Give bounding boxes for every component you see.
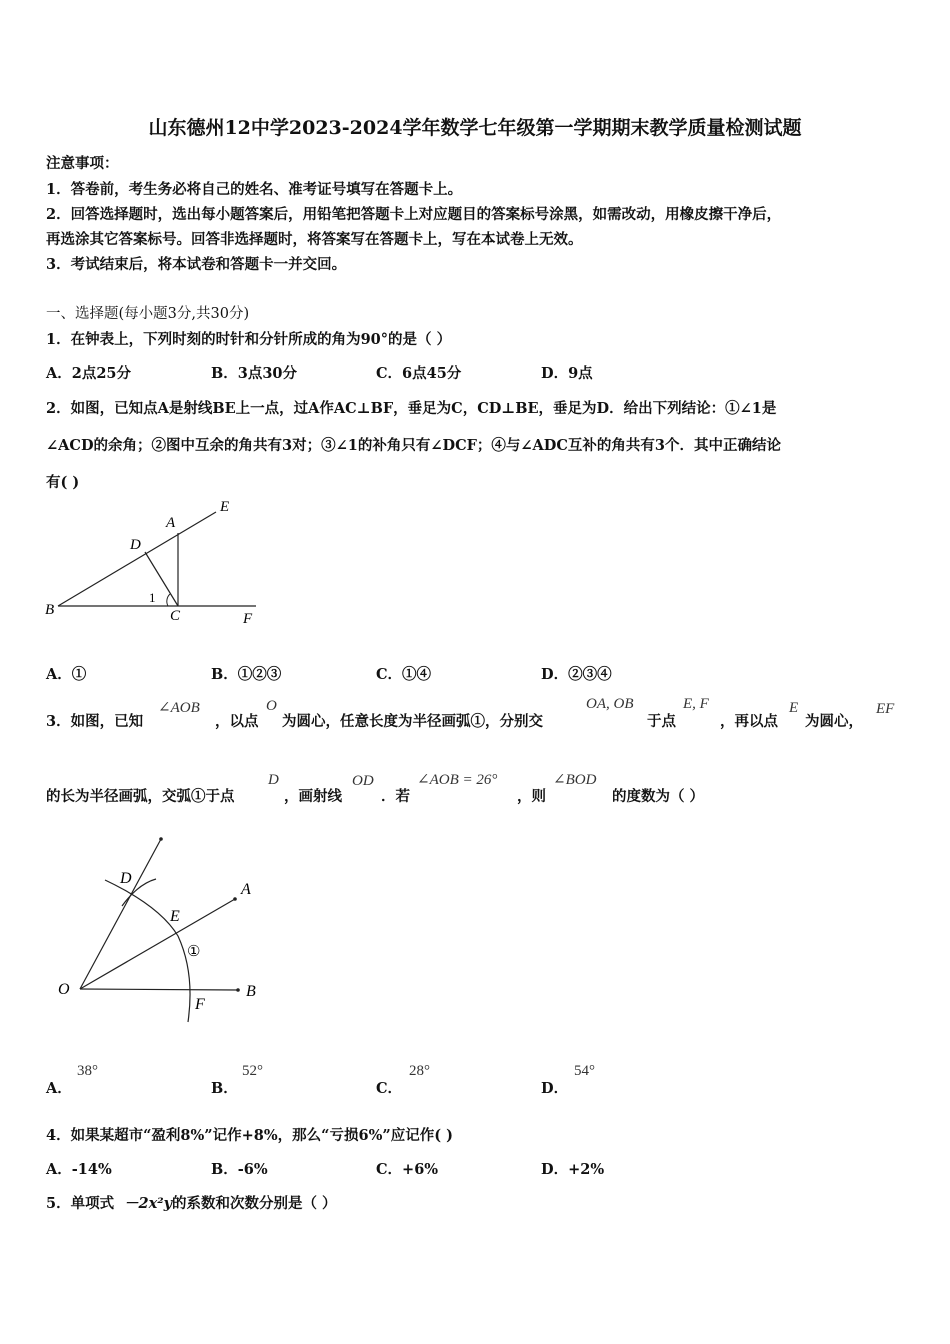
- q5-stem-prefix: 5．单项式: [46, 1195, 115, 1212]
- q3-text-6: 为圆心，: [805, 713, 863, 730]
- q3-label-a: A: [241, 881, 251, 898]
- notice-item-1: 1．答卷前，考生务必将自己的姓名、准考证号填写在答题卡上。: [46, 181, 463, 198]
- q4-option-d: D．+2%: [541, 1161, 605, 1178]
- q2-label-e: E: [220, 499, 230, 515]
- q1-option-c: C．6点45分: [376, 365, 462, 382]
- q3-text-2: ，以点: [215, 713, 259, 730]
- q3-text-5: ，再以点: [720, 713, 778, 730]
- q5-stem-suffix: 的系数和次数分别是（ ）: [172, 1195, 337, 1212]
- q3-text-4: 于点: [647, 713, 676, 730]
- q1-option-b: B．3点30分: [211, 365, 298, 382]
- q2-line2: ∠ACD的余角；②图中互余的角共有3对；③∠1的补角只有∠DCF；④与∠ADC互补的角共有3个．其中正确结论: [46, 437, 782, 454]
- q2-figure: [40, 495, 280, 630]
- q3-math-d: D: [268, 772, 279, 788]
- q3-text-9: ．若: [381, 788, 410, 805]
- q3-figure: [50, 828, 280, 1028]
- q3-math-condition: ∠AOB = 26°: [417, 772, 498, 788]
- q3-text-1: 3．如图，已知: [46, 713, 144, 730]
- section-heading: 一、选择题(每小题3分,共30分): [46, 306, 250, 322]
- q3-label-f: F: [195, 996, 205, 1013]
- q2-label-a: A: [166, 515, 176, 531]
- q3-option-b-letter: B．: [211, 1080, 238, 1097]
- q3-math-e-f: E, F: [683, 696, 709, 712]
- q4-option-b: B．-6%: [211, 1161, 268, 1178]
- q3-label-arc-1: ①: [187, 944, 201, 960]
- q3-option-a-value: 38°: [77, 1063, 98, 1079]
- q2-label-d: D: [130, 537, 141, 553]
- q2-label-b: B: [45, 602, 55, 618]
- q3-math-od: OD: [352, 773, 374, 789]
- q1-option-a: A．2点25分: [46, 365, 132, 382]
- q3-math-angle-bod: ∠BOD: [553, 772, 597, 788]
- q1-option-d: D．9点: [541, 365, 593, 382]
- q2-option-c: C．①④: [376, 666, 432, 683]
- q3-text-7: 的长为半径画弧，交弧①于点: [46, 788, 235, 805]
- q3-math-e: E: [789, 700, 799, 716]
- q3-math-o: O: [266, 698, 277, 714]
- notice-item-2-line1: 2．回答选择题时，选出每小题答案后，用铅笔把答题卡上对应题目的答案标号涂黑，如需改动，用橡皮擦干净后，: [46, 206, 782, 223]
- q5-expression: －2x²y: [124, 1195, 173, 1212]
- q3-text-3: 为圆心，任意长度为半径画弧①，分别交: [282, 713, 543, 730]
- q3-option-b-value: 52°: [242, 1063, 263, 1079]
- q3-text-8: ，画射线: [284, 788, 342, 805]
- q2-label-f: F: [243, 611, 253, 627]
- q2-line1: 2．如图，已知点A是射线BE上一点，过A作AC⊥BF，垂足为C，CD⊥BE，垂足为D．给出下列结论：①∠1是: [46, 400, 777, 417]
- q2-option-d: D．②③④: [541, 666, 612, 683]
- q3-math-ef: EF: [876, 701, 895, 717]
- q2-label-c: C: [170, 608, 181, 624]
- q3-option-a-letter: A．: [46, 1080, 72, 1097]
- q2-option-b: B．①②③: [211, 666, 282, 683]
- q3-option-c-letter: C．: [376, 1080, 403, 1097]
- q3-option-d-value: 54°: [574, 1063, 595, 1079]
- q4-option-c: C．+6%: [376, 1161, 439, 1178]
- q3-option-d-letter: D．: [541, 1080, 569, 1097]
- q2-label-angle-1: 1: [149, 590, 156, 605]
- q2-line3: 有( ): [46, 474, 80, 491]
- q3-text-10: ，则: [517, 788, 546, 805]
- notice-item-3: 3．考试结束后，将本试卷和答题卡一并交回。: [46, 256, 347, 273]
- q2-option-a: A．①: [46, 666, 87, 683]
- q1-stem: 1．在钟表上，下列时刻的时针和分针所成的角为90°的是（ ）: [46, 331, 452, 348]
- notice-item-2-line2: 再选涂其它答案标号。回答非选择题时，将答案写在答题卡上，写在本试卷上无效。: [46, 231, 583, 248]
- q3-label-d: D: [120, 870, 132, 887]
- q3-label-b: B: [246, 983, 256, 1000]
- notice-heading: 注意事项：: [46, 155, 119, 172]
- page-title: 山东德州12中学2023-2024学年数学七年级第一学期期末教学质量检测试题: [148, 117, 802, 139]
- q4-option-a: A．-14%: [46, 1161, 112, 1178]
- q4-stem: 4．如果某超市“盈利8%”记作+8%，那么“亏损6%”应记作( ): [46, 1127, 453, 1144]
- q3-text-11: 的度数为（ ）: [612, 788, 705, 805]
- q3-label-o: O: [58, 981, 70, 998]
- q3-math-oa-ob: OA, OB: [586, 696, 634, 712]
- q3-option-c-value: 28°: [409, 1063, 430, 1079]
- q3-label-e: E: [170, 908, 180, 925]
- q3-math-angle-aob: ∠AOB: [158, 700, 200, 716]
